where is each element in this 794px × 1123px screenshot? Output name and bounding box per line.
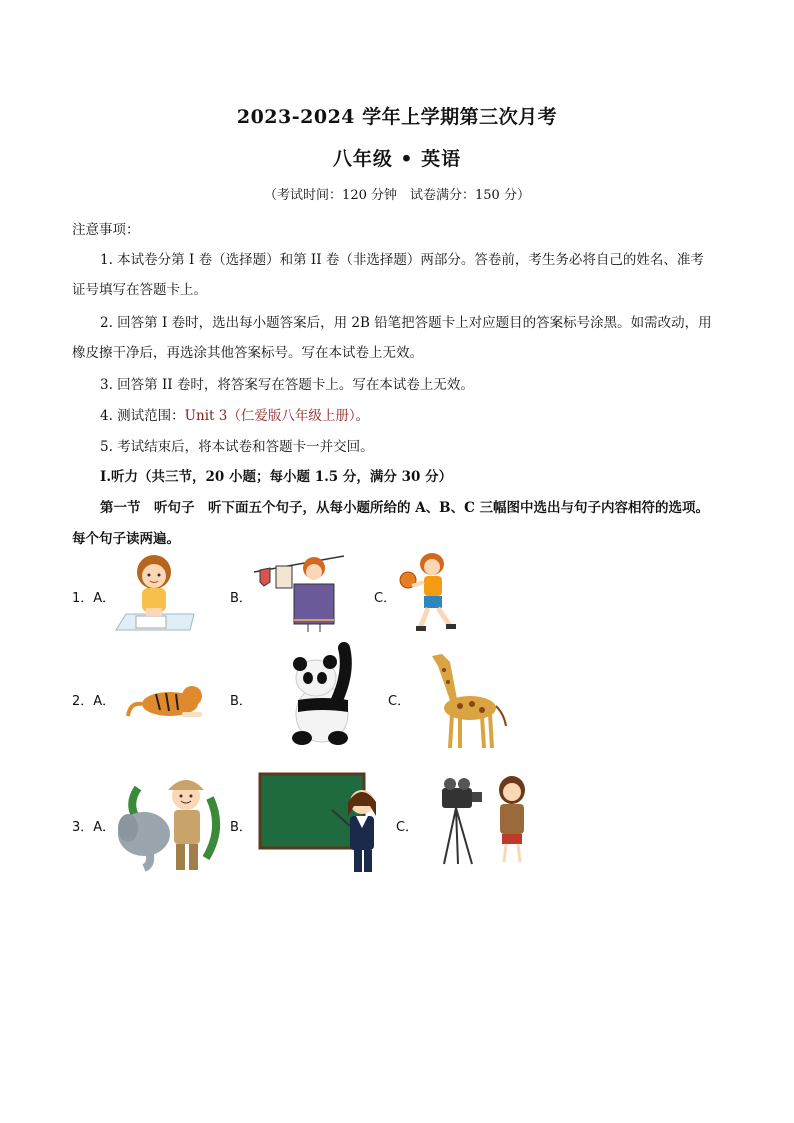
reporter-camera-picture [430, 772, 542, 868]
section-title: Ⅰ.听力（共三节，20 小题；每小题 1.5 分，满分 30 分） [100, 469, 453, 485]
part-1-instruction-line-2: 每个句子读两遍。 [72, 531, 180, 547]
note-2-line-1: 2. 回答第 I 卷时，选出每小题答案后，用 2B 铅笔把答题卡上对应题目的答案标号涂黑。如需改动，用 [100, 315, 712, 331]
note-2-line-2: 橡皮擦干净后，再选涂其他答案标号。写在本试卷上无效。 [72, 345, 423, 361]
note-4-range: Unit 3（仁爱版八年级上册） [184, 408, 356, 424]
q3-option-b-label: B． [230, 820, 252, 835]
exam-subject: 八年级 • 英语 [332, 148, 462, 170]
notes-heading: 注意事项： [72, 222, 140, 238]
q2-option-b-label: B． [230, 694, 252, 709]
note-4-suffix: 。 [355, 408, 370, 424]
girl-playing-volleyball-picture [396, 550, 472, 634]
girl-hanging-clothes-picture [252, 550, 346, 634]
note-3: 3. 回答第 II 卷时，将答案写在答题卡上。写在本试卷上无效。 [100, 377, 474, 393]
exam-info: （考试时间：120 分钟 试卷满分：150 分） [264, 188, 530, 203]
q1-option-b-label: B． [230, 591, 252, 606]
girl-drawing-picture [112, 552, 198, 634]
exam-title: 2023-2024 学年上学期第三次月考 [236, 106, 558, 128]
note-1-line-1: 1. 本试卷分第 I 卷（选择题）和第 II 卷（非选择题）两部分。答卷前，考生务必将自己的姓名、准考 [100, 252, 704, 268]
giraffe-picture [420, 648, 508, 750]
panda-picture [288, 642, 358, 746]
note-4 [100, 404, 369, 424]
q3-option-c-label: C． [396, 820, 419, 835]
tiger-picture [126, 674, 206, 722]
q1-option-a-label: 1．A． [72, 591, 116, 606]
q3-option-a-label: 3．A． [72, 820, 116, 835]
zookeeper-elephant-picture [114, 768, 226, 878]
part-1-instruction-line-1: 第一节 听句子 听下面五个句子，从每小题所给的 A、B、C 三幅图中选出与句子内容相符的选项。 [100, 500, 710, 516]
note-4-prefix: 4. 测试范围： [100, 408, 185, 424]
note-1-line-2: 证号填写在答题卡上。 [72, 282, 207, 298]
teacher-blackboard-picture [258, 772, 382, 876]
q2-option-a-label: 2．A． [72, 694, 116, 709]
note-5: 5. 考试结束后，将本试卷和答题卡一并交回。 [100, 439, 374, 455]
q2-option-c-label: C． [388, 694, 411, 709]
q1-option-c-label: C． [374, 591, 397, 606]
